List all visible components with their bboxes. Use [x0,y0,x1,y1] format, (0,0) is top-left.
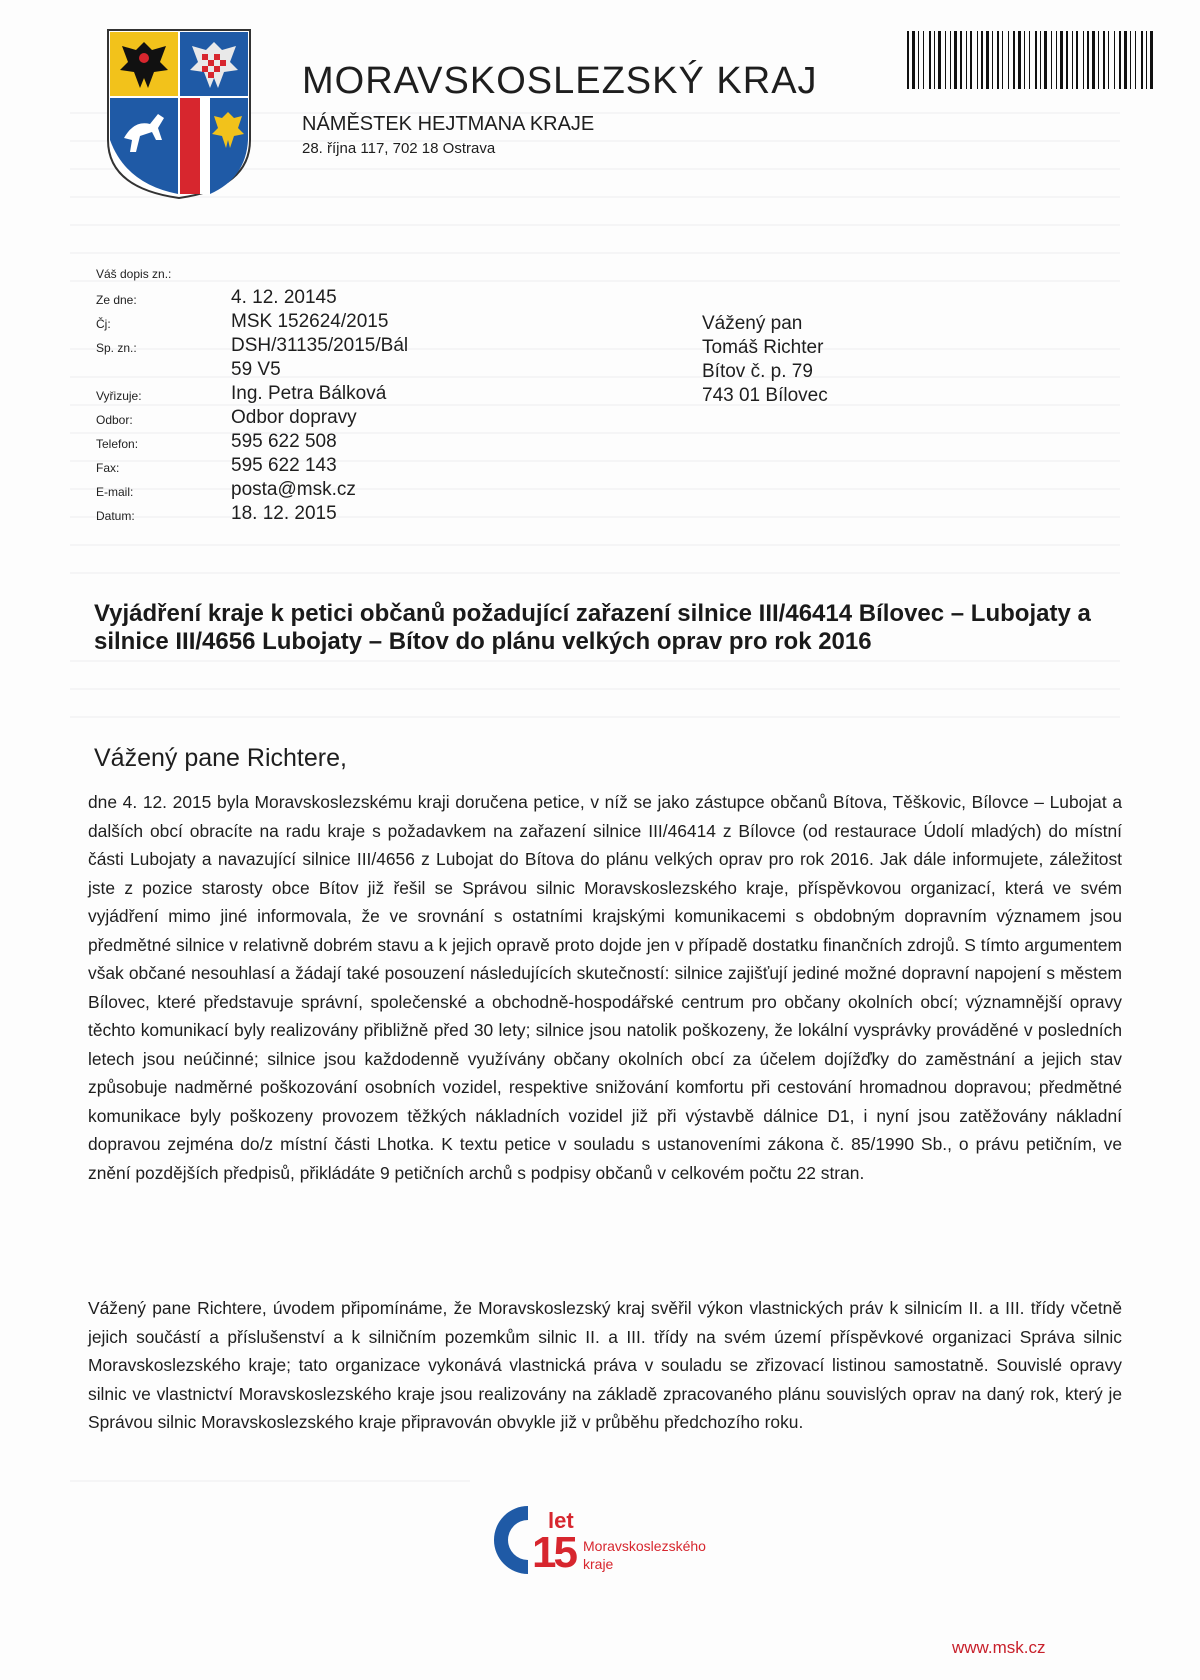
barcode-bar [992,31,993,89]
ref-value: 595 622 508 [231,431,337,452]
ref-value: DSH/31135/2015/Bál [231,335,409,356]
barcode-bar [1056,31,1057,89]
barcode-bar [1108,31,1109,89]
anniversary-number: 15 [532,1528,575,1577]
barcode-bar [1002,31,1003,89]
barcode-bar [1150,31,1153,89]
barcode-bar [1103,31,1105,89]
letter-subject: Vyjádření kraje k petici občanů požadující zařazení silnice III/46414 Bílovec – Lubojaty a silnice III/4656 Lubojaty – Bítov do plánu velkých oprav pro rok 2016 [94,600,1091,655]
barcode-bar [970,31,972,89]
barcode-bar [1024,31,1025,89]
barcode-graphic [905,28,1155,100]
barcode-bar [1060,31,1063,89]
barcode-bar [997,31,999,89]
barcode-bar [1146,31,1147,89]
ref-label: Čj: [96,317,111,331]
barcode-bar [1092,31,1095,89]
barcode-bar [960,31,962,89]
addressee-line: Vážený pan [702,313,803,334]
ref-label: E-mail: [96,485,134,499]
barcode-bar [1076,31,1078,89]
ref-value: 4. 12. 20145 [231,287,337,308]
ref-value: posta@msk.cz [231,479,356,500]
barcode-bar [950,31,951,89]
barcode-bar [938,31,941,89]
barcode-bar [1044,31,1047,89]
ref-label: Váš dopis zn.: [96,267,172,281]
barcode-bar [1008,31,1009,89]
ref-value: 18. 12. 2015 [231,503,337,524]
barcode-bar [923,31,924,89]
addressee-line: 743 01 Bílovec [702,385,828,406]
ref-value: Ing. Petra Bálková [231,383,387,404]
barcode-bar [1040,31,1041,89]
barcode-bar [954,31,957,89]
barcode-bar [918,31,919,89]
ref-label: Vyřizuje: [96,389,142,403]
ref-value: MSK 152624/2015 [231,311,389,332]
anniversary-let: let [548,1508,574,1533]
barcode-bar [945,31,946,89]
barcode-bar [934,31,935,89]
body-paragraph: Vážený pane Richtere, úvodem připomínáme, že Moravskoslezský kraj svěřil výkon vlastnických práv k silnicím II. a III. třídy včetně jejich součástí a příslušenství a k silničním pozemkům silnic II. a III. třídy na svém území příspěvkové organizaci Správa silnic Moravskoslezského kraje; tato organizace vykonává vlastnická práva v souladu se zřizovací listinou samostatně. Souvislé opravy silnic ve vlastnictví Moravskoslezského kraje jsou realizovány na základě zpracovaného plánu souvislých oprav na daný rok, který je Správou silnic Moravskoslezského kraje připravován obvykle již v průběhu předchozího roku. [88,1298,1122,1432]
barcode-bar [1066,31,1068,89]
ref-label: Odbor: [96,413,133,427]
ref-label: Ze dne: [96,293,137,307]
anniversary-name: Moravskoslezského [583,1538,706,1554]
addressee-name: Tomáš Richter [702,337,824,358]
ref-value: 59 V5 [231,359,281,380]
barcode-bar [986,31,989,89]
barcode-bar [981,31,983,89]
org-name: MORAVSKOSLEZSKÝ KRAJ [302,60,818,102]
barcode-bar [912,31,915,89]
barcode-bar [1119,31,1121,89]
barcode-bar [1035,31,1037,89]
barcode-bar [1018,31,1021,89]
barcode-bar [977,31,978,89]
addressee-line: Bítov č. p. 79 [702,361,813,382]
ref-label: Sp. zn.: [96,341,137,355]
barcode-bar [1130,31,1131,89]
barcode-bar [907,31,909,89]
barcode-bar [1141,31,1143,89]
barcode-bar [966,31,967,89]
barcode-bar [1135,31,1136,89]
ref-label: Datum: [96,509,135,523]
ref-value: Odbor dopravy [231,407,357,428]
org-subtitle: NÁMĚSTEK HEJTMANA KRAJE [302,113,595,135]
barcode-bar [1087,31,1089,89]
addressee-block [702,312,828,408]
barcode-bar [1124,31,1127,89]
ref-label: Fax: [96,461,120,475]
org-address: 28. října 117, 702 18 Ostrava [302,140,496,157]
salutation: Vážený pane Richtere, [94,744,347,772]
coat-of-arms-logo [106,28,252,200]
website-link[interactable]: www.msk.cz [952,1638,1046,1657]
barcode-bar [1072,31,1073,89]
ref-label: Telefon: [96,437,139,451]
body-paragraph: dne 4. 12. 2015 byla Moravskoslezskému kraji doručena petice, v níž se jako zástupce občanů Bítova, Těškovic, Bílovce – Lubojat a dalších obcí obracíte na radu kraje s požadavkem na zařazení silnice III/46414 z Bílovce (od restaurace Údolí mladých) do místní části Lubojaty a navazující silnice III/4656 z Lubojat do Bítova do plánu velkých oprav pro rok 2016. Jak dále informujete, záležitost jste z pozice starosty obce Bítov již řešil se Správou silnic Moravskoslezského kraje, příspěvkovou organizací, která ve svém vyjádření mimo jiné informovala, že ve srovnání s ostatními krajskými komunikacemi s obdobným dopravním významem jsou předmětné silnice v relativně dobrém stavu a k jejich opravě proto dojde jen v případě dostatku finančních zdrojů. S tímto argumentem však občané nesouhlasí a žádají také posouzení následujících skutečností: silnice zajišťují jediné možné dopravní napojení s městem Bílovec, které představuje správní, společenské a obchodně-hospodářské centrum pro občany okolních obcí; významnější opravy těchto komunikací byly realizovány přibližně před 30 lety; silnice jsou natolik poškozeny, že lokální vysprávky prováděné v posledních letech jsou neúčinné; silnice jsou každodenně využívány občany okolních obcí za účelem dojížďky do zaměstnání a jejich stav způsobuje nadměrné poškozování osobních vozidel, respektive snižování komfortu při cestování hromadnou dopravou; předmětné komunikace byly poškozeny provozem těžkých nákladních vozidel již při výstavbě dálnice D1, i nyní jsou zatěžovány nákladní dopravou zejména do/z místní části Lhotka. K textu petice v souladu s ustanoveními zákona č. 85/1990 Sb., o právu petičním, ve znění pozdějších předpisů, přikládáte 9 petičních archů s podpisy občanů v celkovém počtu 22 stran. [88,792,1122,1183]
anniversary-name: kraje [583,1556,614,1572]
ref-value: 595 622 143 [231,455,337,476]
barcode-bar [1029,31,1030,89]
barcode-bar [1013,31,1015,89]
barcode-bar [929,31,931,89]
barcode-bar [1051,31,1052,89]
barcode-bar [1098,31,1099,89]
barcode-bar [1114,31,1115,89]
barcode-bar [1083,31,1084,89]
